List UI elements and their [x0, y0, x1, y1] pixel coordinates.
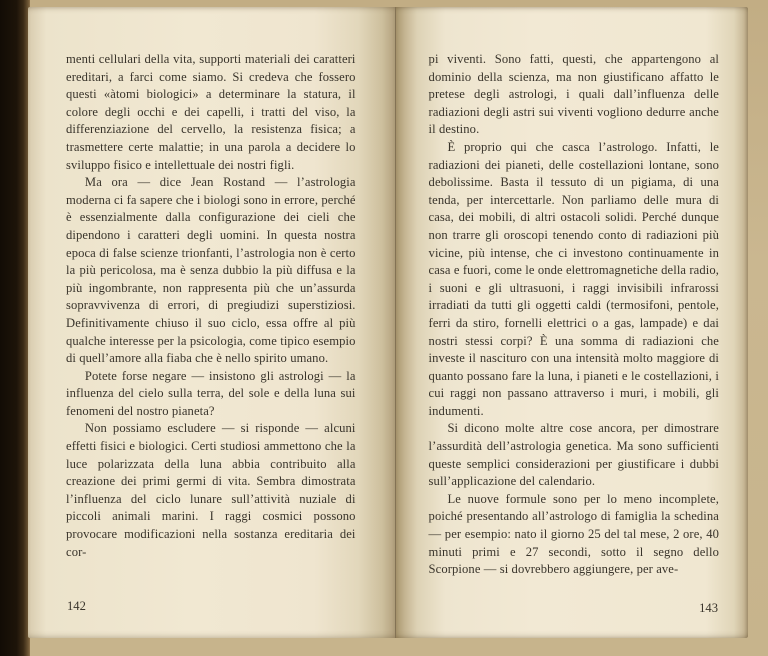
scan-left-dark-edge [0, 0, 30, 656]
paragraph: menti cellulari della vita, supporti materiali dei caratteri ereditari, a farci come siamo. Si credeva che fossero questi «àtomi biologici» a determinare la statura, il colore degli occhi e dei capelli, i tratti del viso, la differenziazione del cervello, la resistenza fisica; a trasmettere certe malattie; in una parola a decidere lo sviluppo fisico e intellettuale dei nostri figli. [66, 52, 356, 172]
paragraph: Ma ora — dice Jean Rostand — l’astrologia moderna ci fa sapere che i biologi sono in errore, perché è essenzialmente dalla configurazione dei cieli che dipendono i caratteri degli uomini. In questa nostra epoca di false scienze trionfanti, l’astrologia non è certo la più pericolosa, ma è senza dubbio la più diffusa e la più ingombrante, non rappresenta più che un’assurda sopravvivenza di errori, di pregiudizi superstiziosi. Definitivamente chiuso il suo ciclo, essa offre al più qualche interesse per la psicologia, come tipico esempio di quell’amore alla fiaba che è nello spirito umano. [66, 175, 356, 366]
paragraph: Non possiamo escludere — si risponde — alcuni effetti fisici e biologici. Certi studiosi ammettono che la luce polarizzata della luna abbia contribuito alla creazione dei primi germi di vita. Sembra dimostrata l’influenza del ciclo lunare sull’attività nuziale di piccoli animali marini. I raggi cosmici possono provocare modificazioni nella sostanza ereditaria dei cor- [66, 421, 356, 559]
paragraph: Si dicono molte altre cose ancora, per dimostrare l’assurdità dell’astrologia genetica. Ma sono sufficienti queste semplici considerazioni per giustificare i dubbi sull’applicazione del calendario. [428, 421, 719, 489]
page-number-right: 143 [699, 601, 718, 615]
left-page [28, 7, 395, 638]
book-spread [28, 7, 748, 638]
right-page [395, 7, 748, 638]
paragraph: È proprio qui che casca l’astrologo. Infatti, le radiazioni dei pianeti, delle costellazioni lontane, sono debolissime. Basta il tessuto di un pigiama, di una tenda, per intercettarle. Non parliamo delle mura di casa, dei mobili, di altri ostacoli solidi. Perché dunque non trarre gli oroscopi tenendo conto di radiazioni più vicine, più intense, che ci investono continuamente in casa e fuori, come le onde elettromagnetiche della radio, i suoni e gli ultrasuoni, i raggi invisibili infrarossi irradiati da tutti gli oggetti caldi (termosifoni, pentole, ferri da stiro, fornelli elettrici o a gas, lampade) e dai nostri stessi corpi? È una somma di radiazioni che investe il nascituro con una intensità molto maggiore di quanto possano fare la luna, i pianeti e le costellazioni, i cui raggi non passano attraverso i muri, i mobili, gli indumenti. [428, 139, 719, 418]
paragraph: Le nuove formule sono per lo meno incomplete, poiché presentando all’astrologo di famiglia la schedina — per esempio: nato il giorno 25 del tal mese, 2 ore, 40 minuti primi e 27 secondi, sotto il segno dello Scorpione — si dovrebbero aggiungere, per ave- [428, 491, 719, 577]
paragraph: Potete forse negare — insistono gli astrologi — la influenza del cielo sulla terra, del sole e della luna sui fenomeni del nostro pianeta? [66, 368, 356, 418]
page-number-left: 142 [67, 599, 86, 613]
paragraph: pi viventi. Sono fatti, questi, che appartengono al dominio della scienza, ma non giustificano affatto le pretese degli astrologi, i quali dall’influenza delle radiazioni degli astri sui viventi vogliono dedurre anche il destino. [428, 52, 719, 137]
left-page-text [66, 51, 356, 561]
right-page-text [429, 51, 719, 579]
